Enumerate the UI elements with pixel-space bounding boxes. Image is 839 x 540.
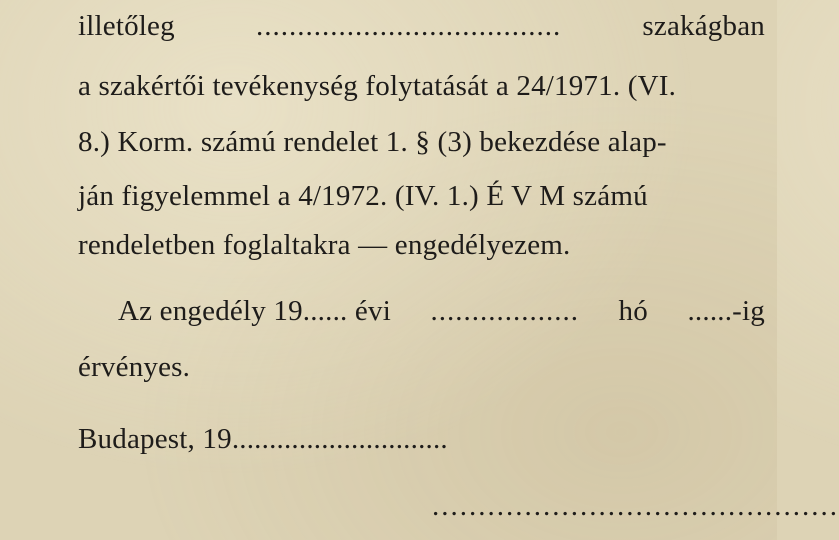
- text-line-3: 8.) Korm. számú rendelet 1. § (3) bekezdése alap-: [78, 126, 667, 158]
- validity-day-text: ......-ig: [687, 295, 765, 327]
- text-illetoleg: illetőleg: [78, 10, 175, 42]
- text-szakagban: szakágban: [642, 10, 765, 42]
- text-line-ervenyes: érvényes.: [78, 351, 191, 383]
- validity-ho-text: hó: [618, 295, 648, 327]
- text-line-2: a szakértői tevékenység folytatását a 24/1971. (VI.: [78, 70, 677, 102]
- validity-line: [118, 297, 765, 326]
- validity-year-text: Az engedély 19...... évi: [118, 295, 391, 327]
- blank-field-dots: .....................................: [256, 10, 562, 42]
- text-line-1: [78, 12, 765, 41]
- signature-dots-line: ............................................: [432, 490, 839, 522]
- place-date-line: Budapest, 19.............................: [78, 423, 448, 455]
- text-line-5: rendeletben foglaltakra — engedélyezem.: [78, 229, 571, 261]
- validity-month-dots: ..................: [430, 295, 579, 327]
- text-line-4: ján figyelemmel a 4/1972. (IV. 1.) É V M számú: [78, 180, 648, 212]
